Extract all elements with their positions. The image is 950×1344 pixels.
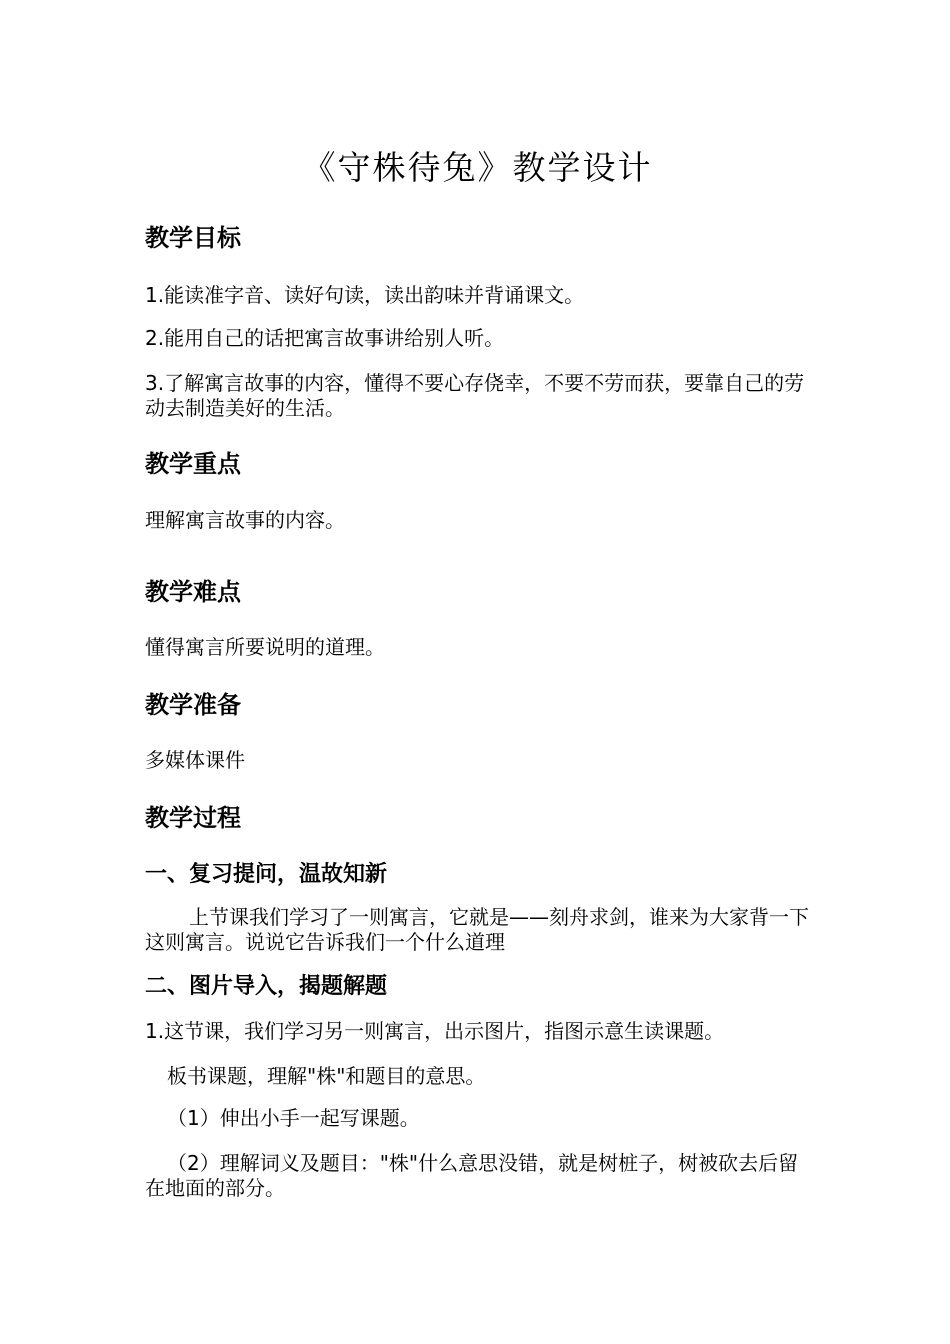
heading-process: 教学过程	[145, 804, 241, 832]
process-part2-item-1: 1.这节课，我们学习另一则寓言，出示图片，指图示意生读课题。	[145, 1019, 725, 1043]
heading-difficulties: 教学难点	[145, 578, 241, 606]
goal-item-2: 2.能用自己的话把寓言故事讲给别人听。	[145, 326, 505, 350]
process-part2-item-2: 板书课题，理解"株"和题目的意思。	[167, 1064, 486, 1088]
goal-item-1: 1.能读准字音、读好句读，读出韵味并背诵课文。	[145, 283, 585, 307]
difficulties-text: 懂得寓言所要说明的道理。	[145, 635, 385, 659]
process-part2-item-4: （2）理解词义及题目："株"什么意思没错，就是树桩子，树被砍去后留在地面的部分。	[145, 1151, 799, 1200]
heading-teaching-goals: 教学目标	[145, 224, 241, 252]
process-part1-text: 上节课我们学习了一则寓言，它就是——刻舟求剑，谁来为大家背一下这则寓言。说说它告诉我们一个什么道理	[145, 905, 809, 954]
preparation-text: 多媒体课件	[145, 748, 245, 772]
process-part1-heading: 一、复习提问，温故知新	[145, 862, 388, 887]
goal-item-3: 3.了解寓言故事的内容，懂得不要心存侥幸，不要不劳而获，要靠自己的劳动去制造美好的生活。	[145, 371, 805, 420]
document-title: 《守株待兔》教学设计	[302, 148, 653, 187]
process-part2-item-3: （1）伸出小手一起写课题。	[167, 1106, 420, 1130]
heading-key-points: 教学重点	[145, 450, 241, 478]
key-points-text: 理解寓言故事的内容。	[145, 508, 345, 532]
heading-preparation: 教学准备	[145, 691, 241, 719]
process-part2-heading: 二、图片导入，揭题解题	[145, 974, 388, 999]
